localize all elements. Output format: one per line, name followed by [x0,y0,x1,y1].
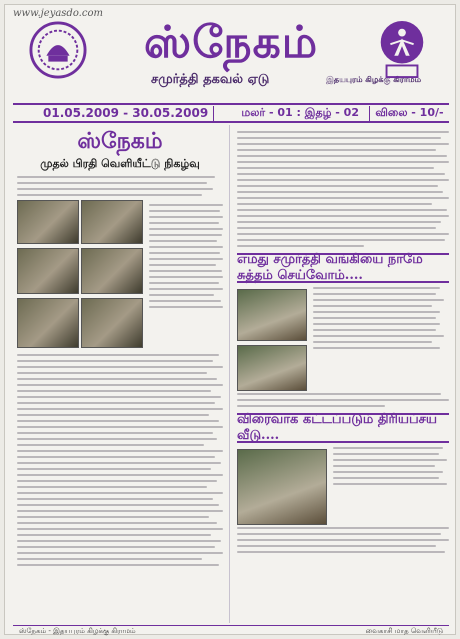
event-photo [81,200,143,244]
right-article-1-title: எமது சமுர்த்தி வங்கியை நாமே சுத்தம் செய்வோம்.... [237,253,449,283]
column-divider [229,125,230,623]
right-column [237,127,449,623]
issue-number: மலர் - 01 : இதழ் - 02 [213,106,369,121]
left-article-title: ஸ்நேகம் [77,128,163,154]
dancer-logo-icon [373,19,431,81]
event-photo [81,248,143,294]
newsletter-page [4,4,456,635]
watermark: www.jeyasdo.com [13,8,103,19]
event-photo-collage [17,200,223,350]
masthead [11,17,451,93]
house-construction-photo [237,449,327,525]
event-photo [81,298,143,348]
masthead-subtitle: சமுர்த்தி தகவல் ஏடு [151,72,270,87]
bank-cleaning-photo [237,345,307,391]
price: விலை - 10/- [369,106,449,121]
bank-cleaning-photo [237,289,307,341]
event-photo [17,200,79,244]
left-column [17,127,223,623]
masthead-village: இதயபுரம் கிழக்கு கிராமம் [326,75,421,84]
event-photo [17,248,79,294]
footer-left: ஸ்நேகம் - இதயபுரம் கிழக்கு கிராமம் [19,627,136,635]
samurdhi-emblem-icon [29,21,87,79]
masthead-title: ஸ்நேகம் [143,17,319,68]
date-range: 01.05.2009 - 30.05.2009 [43,106,209,120]
left-article-subtitle: முதல் பிரதி வெளியீட்டு நிகழ்வு [40,157,200,170]
right-article-2-title: விரைவாக கட்டப்படும் திரியப்சய வீடு.... [237,413,449,443]
issue-info-bar [13,103,449,123]
footer-right: வைகாசி மாத வெளியீடு [365,627,443,635]
event-photo [17,298,79,348]
page-footer [13,625,449,637]
